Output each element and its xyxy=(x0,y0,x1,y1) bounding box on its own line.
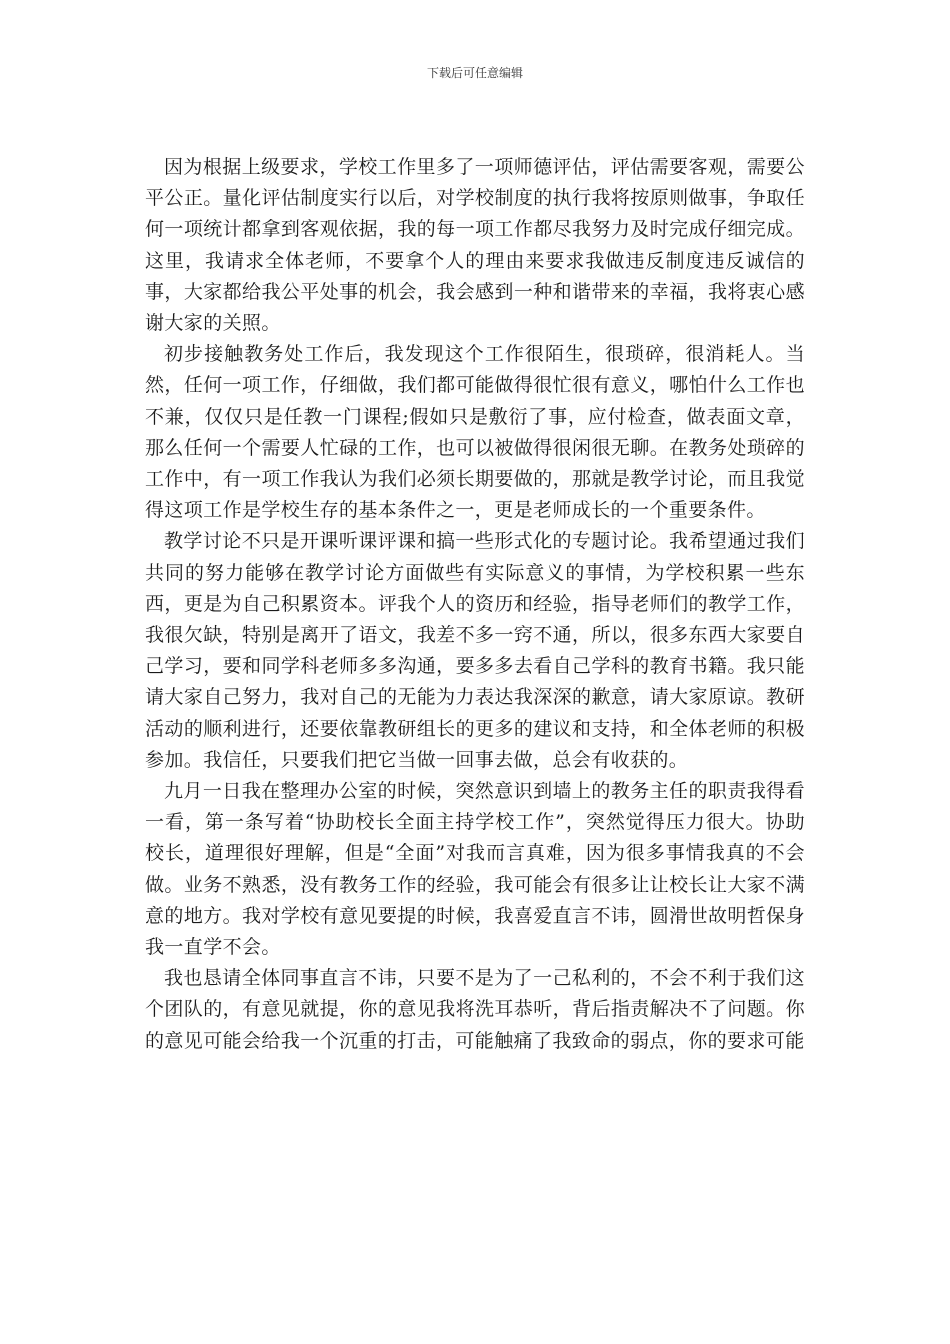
paragraph-5: 我也恳请全体同事直言不讳，只要不是为了一己私利的，不会不利于我们这个团队的，有意见就提，你的意见我将洗耳恭听，背后指责解决不了问题。你的意见可能会给我一个沉重的打击，可能触痛了我致命的弱点，你的要求可能 xyxy=(145,967,805,1052)
paragraph-3: 教学讨论不只是开课听课评课和搞一些形式化的专题讨论。我希望通过我们共同的努力能够在教学讨论方面做些有实际意义的事情，为学校积累一些东西，更是为自己积累资本。评我个人的资历和经验，指导老师们的教学工作，我很欠缺，特别是离开了语文，我差不多一窍不通，所以，很多东西大家要自己学习，要和同学科老师多多沟通，要多多去看自己学科的教育书籍。我只能请大家自己努力，我对自己的无能为力表达我深深的歉意，请大家原谅。教研活动的顺利进行，还要依靠教研组长的更多的建议和支持，和全体老师的积极参加。我信任，只要我们把它当做一回事去做，总会有收获的。 xyxy=(145,530,805,771)
paragraph-1: 因为根据上级要求，学校工作里多了一项师德评估，评估需要客观，需要公平公正。量化评估制度实行以后，对学校制度的执行我将按原则做事，争取任何一项统计都拿到客观依据，我的每一项工作都尽我努力及时完成仔细完成。这里，我请求全体老师，不要拿个人的理由来要求我做违反制度违反诚信的事，大家都给我公平处事的机会，我会感到一种和谐带来的幸福，我将衷心感谢大家的关照。 xyxy=(145,156,805,335)
document-body xyxy=(145,152,805,1057)
paragraph-2: 初步接触教务处工作后，我发现这个工作很陌生，很琐碎，很消耗人。当然，任何一项工作，仔细做，我们都可能做得很忙很有意义，哪怕什么工作也不兼，仅仅只是任教一门课程;假如只是敷衍了事，应付检查，做表面文章，那么任何一个需要人忙碌的工作，也可以被做得很闲很无聊。在教务处琐碎的工作中，有一项工作我认为我们必须长期要做的，那就是教学讨论，而且我觉得这项工作是学校生存的基本条件之一，更是老师成长的一个重要条件。 xyxy=(145,343,805,522)
page-header: 下载后可任意编辑 xyxy=(426,66,523,80)
paragraph-4: 九月一日我在整理办公室的时候，突然意识到墙上的教务主任的职责我得看一看，第一条写着“协助校长全面主持学校工作”，突然觉得压力很大。协助校长，道理很好理解，但是“全面”对我而言真难，因为很多事情我真的不会做。业务不熟悉，没有教务工作的经验，我可能会有很多让让校长让大家不满意的地方。我对学校有意见要提的时候，我喜爱直言不讳，圆滑世故明哲保身我一直学不会。 xyxy=(145,780,805,959)
